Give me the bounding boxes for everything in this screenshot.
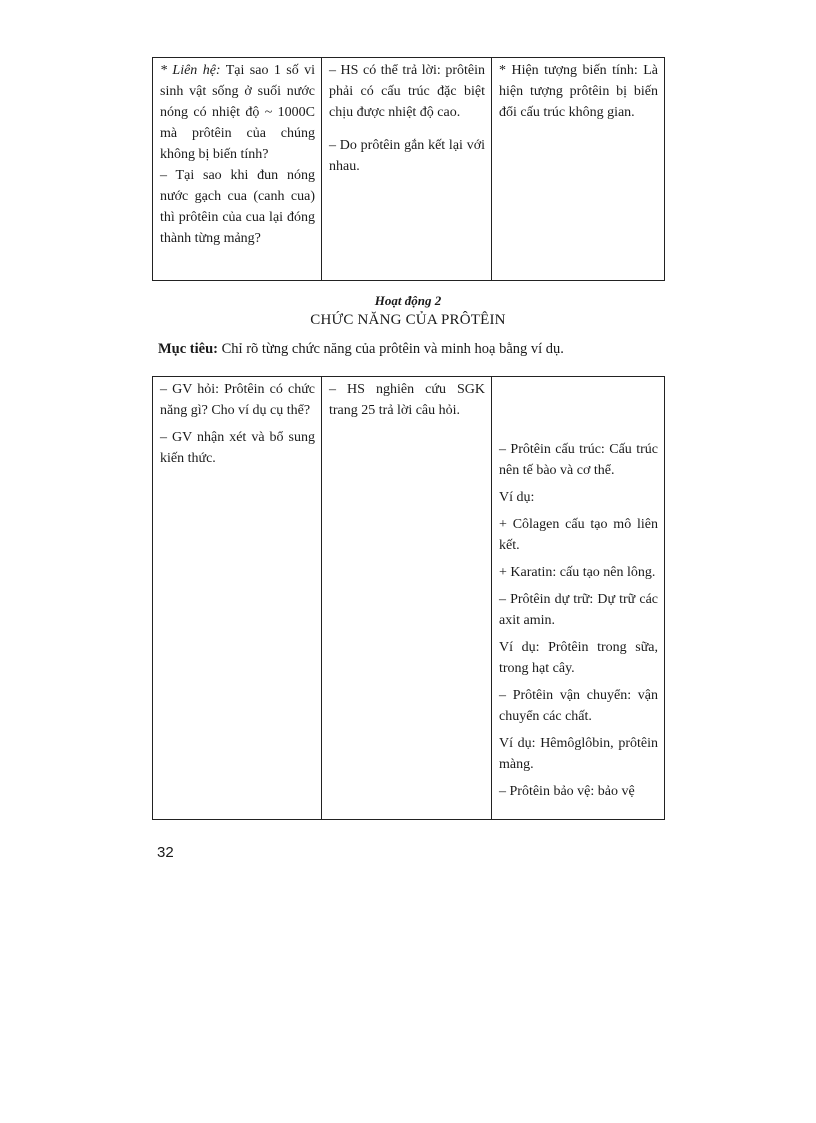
list-item: – Prôtêin dự trữ: Dự trữ các axit amin. [499,592,658,628]
content-column-cell [492,377,665,820]
list-item: Ví dụ: Prôtêin trong sữa, trong hạt cây. [499,640,658,676]
teacher-summary: – GV nhận xét và bổ sung kiến thức. [160,430,315,466]
activity2-table [152,376,665,820]
list-item: Ví dụ: [499,490,535,505]
list-item: + Karatin: cấu tạo nên lông. [499,565,656,580]
objective-line [158,341,564,358]
section-title: CHỨC NĂNG CỦA PRÔTÊIN [310,312,506,328]
activity1-table [152,57,665,281]
list-item: Ví dụ: Hêmôglôbin, prôtêin màng. [499,736,658,772]
student-answer-1: – HS có thể trả lời: prôtêin phải có cấu trúc đặc biệt chịu được nhiệt độ cao. [329,63,485,120]
teacher-column-cell [153,58,322,281]
student-column-cell [322,58,492,281]
list-item: – Prôtêin bảo vệ: bảo vệ [499,784,635,799]
teacher-column-cell [153,377,322,820]
denaturation-note: * Hiện tượng biến tính: Là hiện tượng prôtêin bị biến đổi cấu trúc không gian. [499,63,658,120]
page-number: 32 [157,844,174,861]
objective-text: Chỉ rõ từng chức năng của prôtêin và minh hoạ bằng ví dụ. [218,341,564,357]
table-row [153,58,665,281]
student-answer-2: – Do prôtêin gắn kết lại với nhau. [329,138,485,174]
student-activity: – HS nghiên cứu SGK trang 25 trả lời câu hỏi. [329,382,485,418]
crab-question: – Tại sao khi đun nóng nước gạch cua (canh cua) thì prôtêin của cua lại đóng thành từng mảng? [160,168,315,246]
list-item: – Prôtêin vận chuyển: vận chuyển các chất. [499,688,658,724]
relation-label: * Liên hệ: [160,63,221,78]
table-row [153,377,665,820]
teacher-question: – GV hỏi: Prôtêin có chức năng gì? Cho ví dụ cụ thể? [160,382,315,418]
content-column-cell [492,58,665,281]
activity-title: Hoạt động 2 [374,293,442,308]
relation-question [160,60,315,165]
list-item: – Prôtêin cấu trúc: Cấu trúc nên tế bào và cơ thể. [499,442,658,478]
objective-label: Mục tiêu: [158,341,218,357]
relation-question-text: Tại sao 1 số vi sinh vật sống ở suối nước nóng có nhiệt độ ~ 1000C mà prôtêin của chúng không bị biến tính? [160,63,316,162]
student-column-cell [322,377,492,820]
list-item: + Côlagen cấu tạo mô liên kết. [499,517,658,553]
